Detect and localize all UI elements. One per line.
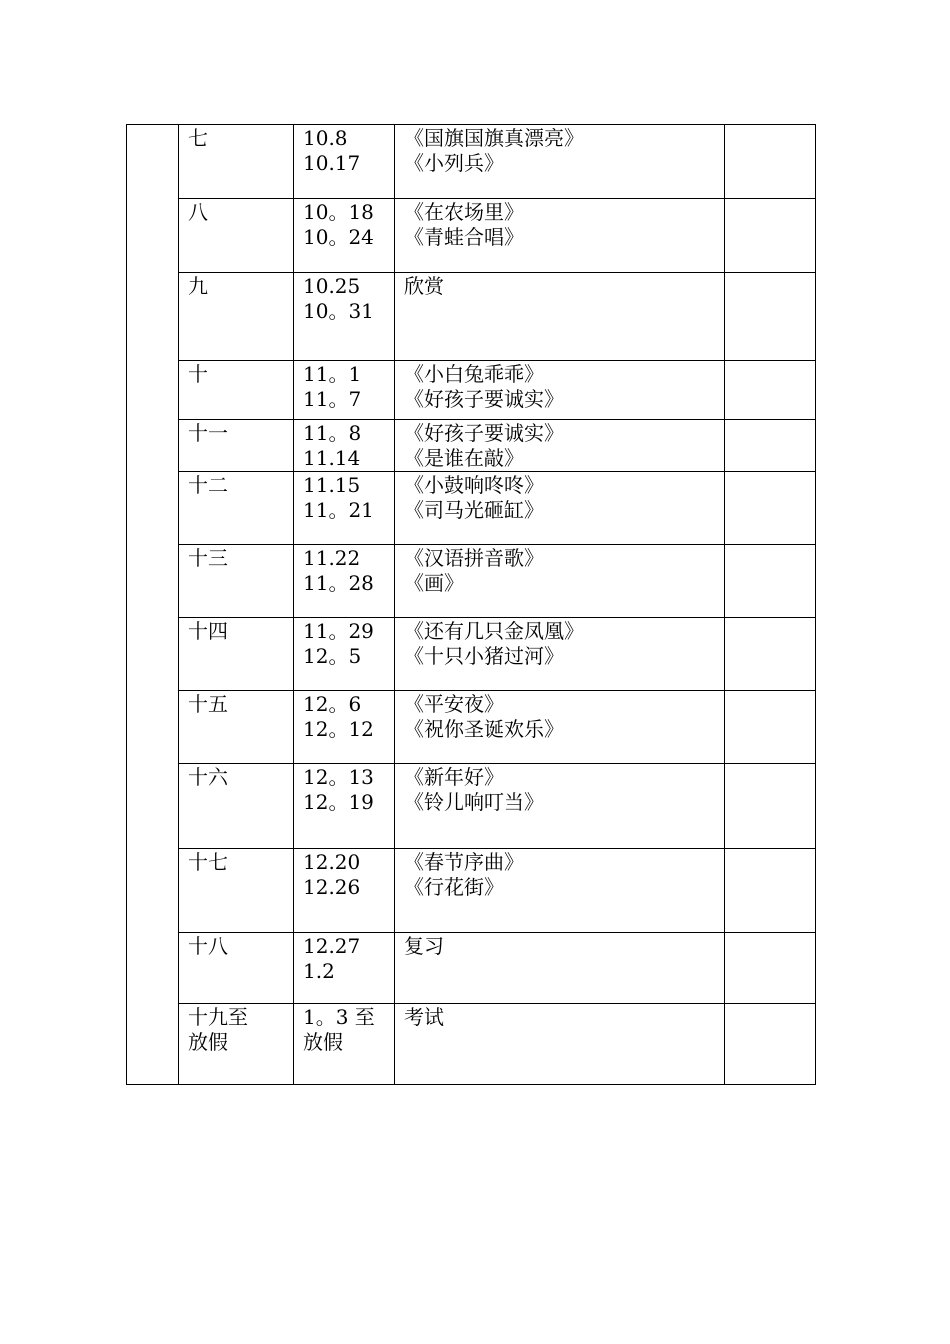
remarks-cell <box>725 1004 816 1085</box>
lesson-content-line: 《平安夜》 <box>404 692 504 716</box>
lesson-content-line: 《是谁在敲》 <box>404 446 524 470</box>
week-line: 十二 <box>188 473 228 497</box>
lesson-content-line: 《司马光砸缸》 <box>404 498 544 522</box>
table-row <box>127 849 816 933</box>
remarks-cell <box>725 691 816 764</box>
date-range-line: 11。8 <box>303 421 362 445</box>
lesson-content-line: 《好孩子要诚实》 <box>404 387 564 411</box>
week-line: 八 <box>188 200 208 224</box>
week-cell <box>179 691 294 764</box>
date-range-line: 11.14 <box>303 446 361 470</box>
table-row <box>127 1004 816 1085</box>
lesson-content-line: 《新年好》 <box>404 765 504 789</box>
lesson-content-line: 《好孩子要诚实》 <box>404 421 564 445</box>
table-row <box>127 618 816 691</box>
date-range-line: 12.27 <box>303 934 361 958</box>
date-range-line: 11。28 <box>303 571 374 595</box>
week-line: 十 <box>188 362 208 386</box>
date-range-cell <box>294 361 395 420</box>
date-range-line: 10.8 <box>303 126 348 150</box>
date-range-line: 11.15 <box>303 473 361 497</box>
date-range-cell <box>294 472 395 545</box>
lesson-content-line: 《行花街》 <box>404 875 504 899</box>
week-cell <box>179 273 294 361</box>
date-range-line: 1。3 至 <box>303 1005 375 1029</box>
date-range-line: 12。6 <box>303 692 362 716</box>
lesson-content-line: 《在农场里》 <box>404 200 524 224</box>
date-range-line: 11。21 <box>303 498 374 522</box>
week-line: 十五 <box>188 692 228 716</box>
lesson-content-line: 考试 <box>404 1005 444 1029</box>
week-line: 十四 <box>188 619 228 643</box>
week-cell <box>179 764 294 849</box>
lesson-content-line: 《小列兵》 <box>404 151 504 175</box>
week-line: 九 <box>188 274 208 298</box>
lesson-content-line: 《铃儿响叮当》 <box>404 790 544 814</box>
date-range-cell <box>294 545 395 618</box>
date-range-cell <box>294 849 395 933</box>
remarks-cell <box>725 361 816 420</box>
date-range-line: 12。5 <box>303 644 362 668</box>
week-cell <box>179 1004 294 1085</box>
date-range-cell <box>294 1004 395 1085</box>
lesson-content-line: 《国旗国旗真漂亮》 <box>404 126 584 150</box>
remarks-cell <box>725 764 816 849</box>
remarks-cell <box>725 933 816 1004</box>
lesson-content-cell <box>395 472 725 545</box>
remarks-cell <box>725 545 816 618</box>
remarks-cell <box>725 420 816 472</box>
date-range-line: 12.26 <box>303 875 361 899</box>
remarks-cell <box>725 849 816 933</box>
date-range-cell <box>294 125 395 199</box>
table-row <box>127 472 816 545</box>
lesson-content-cell <box>395 691 725 764</box>
week-line: 十七 <box>188 850 228 874</box>
table-row <box>127 125 816 199</box>
lesson-content-line: 《小鼓响咚咚》 <box>404 473 544 497</box>
lesson-content-cell <box>395 199 725 273</box>
date-range-cell <box>294 273 395 361</box>
lesson-content-line: 《汉语拼音歌》 <box>404 546 544 570</box>
week-line: 十九至 <box>188 1005 248 1029</box>
date-range-cell <box>294 420 395 472</box>
date-range-cell <box>294 691 395 764</box>
lesson-content-cell <box>395 849 725 933</box>
teaching-schedule-table <box>126 124 816 1085</box>
date-range-line: 11。29 <box>303 619 374 643</box>
date-range-line: 12。13 <box>303 765 374 789</box>
date-range-cell <box>294 764 395 849</box>
date-range-line: 10.17 <box>303 151 361 175</box>
lesson-content-line: 《画》 <box>404 571 464 595</box>
week-cell <box>179 199 294 273</box>
lesson-content-cell <box>395 1004 725 1085</box>
remarks-cell <box>725 125 816 199</box>
week-cell <box>179 361 294 420</box>
table-row <box>127 933 816 1004</box>
lesson-content-cell <box>395 618 725 691</box>
lesson-content-line: 《小白兔乖乖》 <box>404 362 544 386</box>
week-cell <box>179 420 294 472</box>
date-range-line: 12.20 <box>303 850 361 874</box>
week-cell <box>179 849 294 933</box>
date-range-line: 11。1 <box>303 362 362 386</box>
week-line: 十八 <box>188 934 228 958</box>
schedule-body <box>127 125 816 1085</box>
week-cell <box>179 933 294 1004</box>
remarks-cell <box>725 472 816 545</box>
date-range-line: 10。18 <box>303 200 374 224</box>
lesson-content-line: 《还有几只金凤凰》 <box>404 619 584 643</box>
remarks-cell <box>725 618 816 691</box>
lesson-content-cell <box>395 361 725 420</box>
week-cell <box>179 125 294 199</box>
date-range-line: 10.25 <box>303 274 361 298</box>
date-range-line: 11。7 <box>303 387 362 411</box>
date-range-line: 1.2 <box>303 959 335 983</box>
week-cell <box>179 472 294 545</box>
table-row <box>127 691 816 764</box>
lesson-content-line: 《十只小猪过河》 <box>404 644 564 668</box>
remarks-cell <box>725 273 816 361</box>
lesson-content-cell <box>395 545 725 618</box>
lesson-content-cell <box>395 273 725 361</box>
lesson-content-cell <box>395 933 725 1004</box>
table-row <box>127 361 816 420</box>
table-row <box>127 545 816 618</box>
lesson-content-line: 《祝你圣诞欢乐》 <box>404 717 564 741</box>
table-row <box>127 764 816 849</box>
date-range-line: 12。19 <box>303 790 374 814</box>
week-cell <box>179 545 294 618</box>
week-line: 七 <box>188 126 208 150</box>
week-line: 十一 <box>188 421 228 445</box>
table-row <box>127 199 816 273</box>
date-range-cell <box>294 199 395 273</box>
date-range-line: 12。12 <box>303 717 374 741</box>
date-range-cell <box>294 618 395 691</box>
lesson-content-line: 《青蛙合唱》 <box>404 225 524 249</box>
lesson-content-cell <box>395 764 725 849</box>
merged-blank-cell <box>127 125 179 1085</box>
lesson-content-cell <box>395 420 725 472</box>
date-range-line: 放假 <box>303 1030 343 1054</box>
week-line: 十三 <box>188 546 228 570</box>
week-line: 十六 <box>188 765 228 789</box>
lesson-content-cell <box>395 125 725 199</box>
week-line: 放假 <box>188 1030 228 1054</box>
table-row <box>127 420 816 472</box>
date-range-line: 10。24 <box>303 225 374 249</box>
date-range-cell <box>294 933 395 1004</box>
date-range-line: 11.22 <box>303 546 361 570</box>
week-cell <box>179 618 294 691</box>
remarks-cell <box>725 199 816 273</box>
table-row <box>127 273 816 361</box>
date-range-line: 10。31 <box>303 299 374 323</box>
lesson-content-line: 《春节序曲》 <box>404 850 524 874</box>
lesson-content-line: 复习 <box>404 934 444 958</box>
lesson-content-line: 欣赏 <box>404 274 444 298</box>
